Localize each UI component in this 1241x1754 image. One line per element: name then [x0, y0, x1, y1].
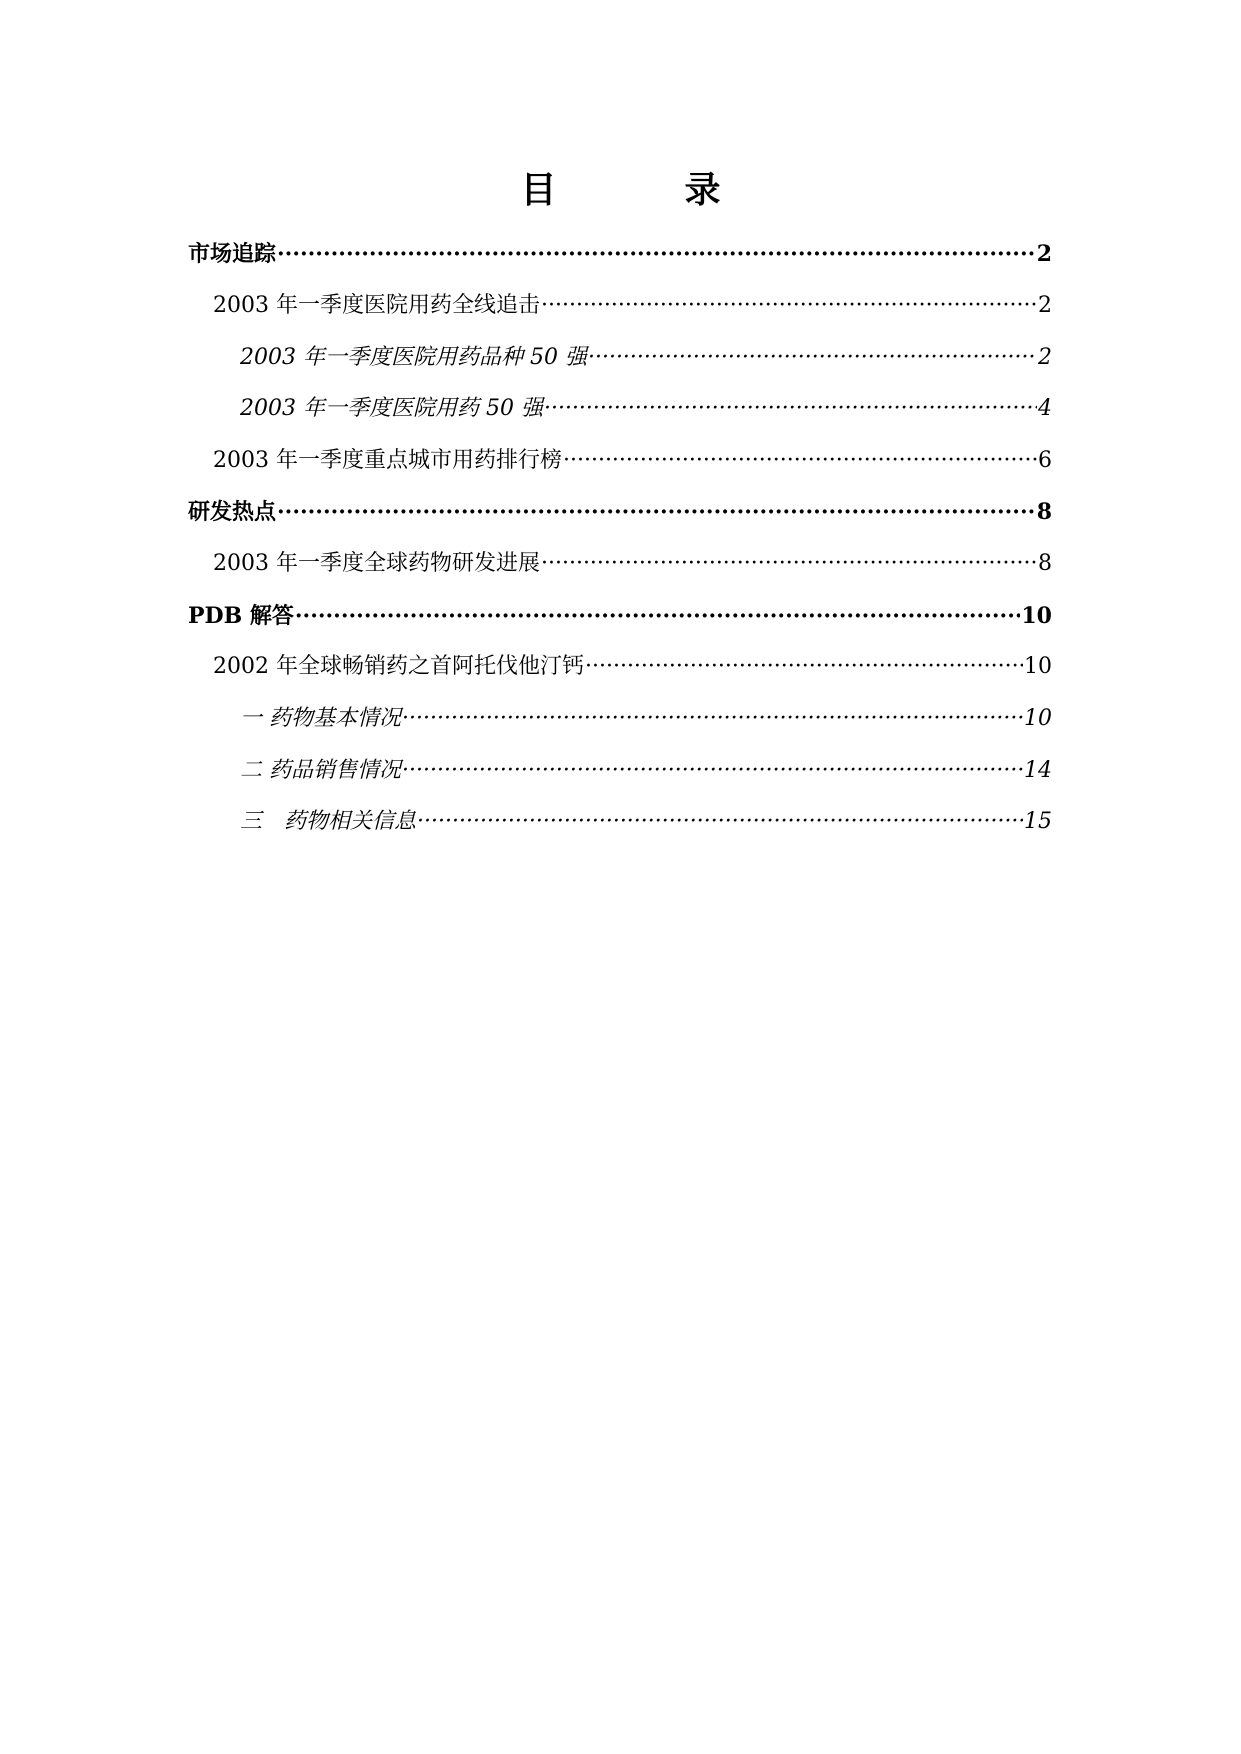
dot-leader [541, 548, 1037, 580]
toc-entry[interactable] [188, 600, 1052, 632]
toc-entry-page: 6 [1038, 448, 1052, 473]
toc-entry-label: PDB 解答 [188, 603, 294, 629]
dot-leader [402, 703, 1023, 735]
toc-entry-label: 2003 年一季度重点城市用药排行榜 [213, 448, 562, 473]
toc-entry-page: 4 [1038, 396, 1052, 421]
toc-entry-label: 市场追踪 [188, 241, 277, 267]
toc-entry-page: 14 [1024, 758, 1052, 783]
toc-entry[interactable] [240, 342, 1052, 374]
toc-entry[interactable] [213, 290, 1052, 322]
toc-entry-page: 8 [1036, 499, 1052, 525]
toc-entry-label: 2003 年一季度医院用药 50 强 [240, 396, 543, 421]
toc-entry-page: 8 [1038, 551, 1052, 576]
toc-entry[interactable] [240, 755, 1052, 787]
toc-entry-label: 研发热点 [188, 499, 277, 525]
toc-entry[interactable] [213, 445, 1052, 477]
dot-leader [588, 342, 1037, 374]
toc-entry-label: 2003 年一季度全球药物研发进展 [213, 551, 540, 576]
toc-entry-page: 10 [1021, 603, 1052, 629]
toc-entry[interactable] [188, 238, 1052, 270]
toc-entry-page: 10 [1024, 654, 1052, 679]
toc-entry-page: 2 [1038, 345, 1052, 370]
dot-leader [585, 651, 1023, 683]
toc-entry[interactable] [240, 703, 1052, 735]
toc-entry-label: 2003 年一季度医院用药全线追击 [213, 293, 540, 318]
toc-entry-label: 2002 年全球畅销药之首阿托伐他汀钙 [213, 654, 584, 679]
toc-entry[interactable] [213, 651, 1052, 683]
toc-entry-label: 二 药品销售情况 [240, 758, 401, 783]
toc-entry[interactable] [188, 496, 1052, 528]
toc-entry-page: 2 [1036, 241, 1052, 267]
toc-title: 目 录 [520, 169, 767, 211]
toc-entry-label: 三 药物相关信息 [240, 809, 417, 834]
dot-leader [295, 600, 1020, 632]
dot-leader [277, 238, 1036, 270]
dot-leader [277, 496, 1036, 528]
toc-entry-page: 10 [1024, 706, 1052, 731]
toc-entry-label: 2003 年一季度医院用药品种 50 强 [240, 345, 587, 370]
dot-leader [417, 806, 1023, 838]
dot-leader [541, 290, 1037, 322]
toc-entry[interactable] [240, 806, 1052, 838]
toc-entry-page: 15 [1024, 809, 1052, 834]
dot-leader [402, 755, 1023, 787]
toc-entry[interactable] [213, 548, 1052, 580]
toc-entry-page: 2 [1038, 293, 1052, 318]
toc-entry-label: 一 药物基本情况 [240, 706, 401, 731]
dot-leader [544, 393, 1037, 425]
dot-leader [563, 445, 1037, 477]
toc-entry[interactable] [240, 393, 1052, 425]
